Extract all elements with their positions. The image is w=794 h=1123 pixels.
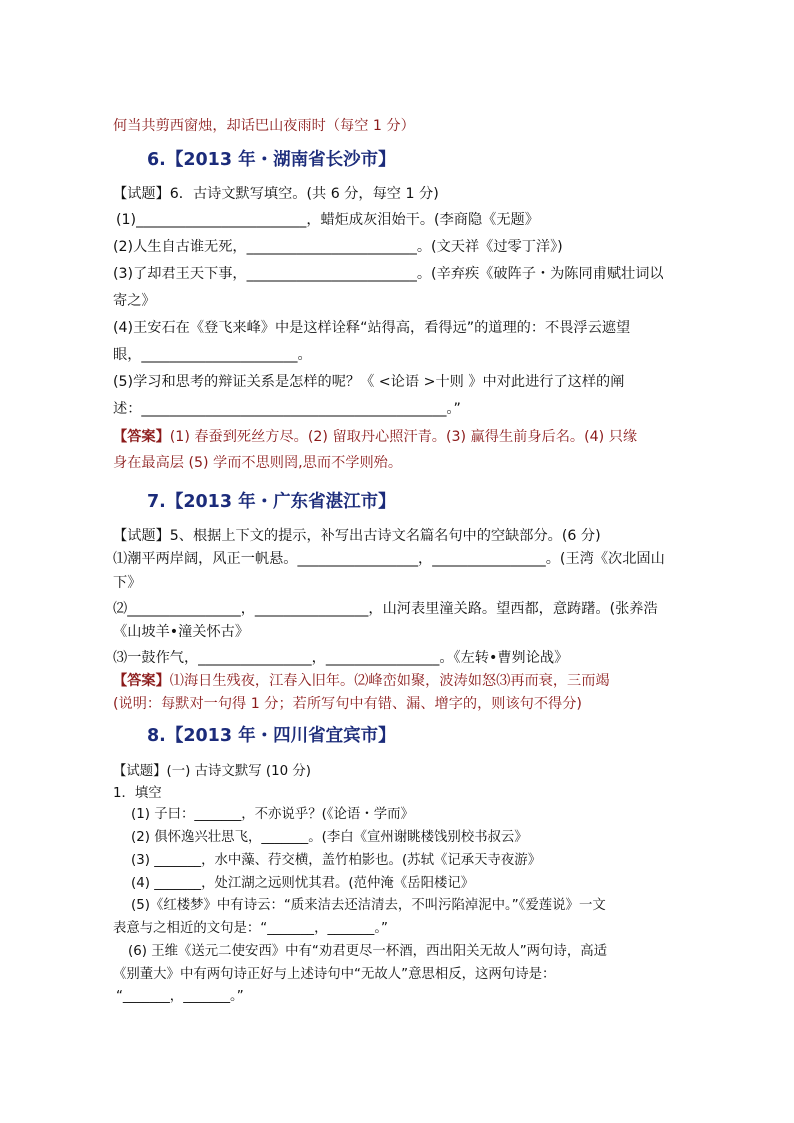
question-line: (5)学习和思考的辩证关系是怎样的呢？《 <论语 >十则 》中对此进行了这样的阐	[113, 374, 625, 390]
question-line: (5)《红楼梦》中有诗云：“质来洁去还洁清去，不叫污陷淖泥中。”《爱莲说》一文	[131, 898, 606, 913]
question-line: (1)________________________，蜡炬成灰泪始干。(李商隐《无题》	[116, 212, 539, 228]
question-line: 述：___________________________________________。”	[113, 401, 461, 417]
question-line: “_______，_______。”	[116, 989, 244, 1004]
question-line: (2) 俱怀逸兴壮思飞，_______。(李白《宣州谢眺楼饯别校书叔云》	[131, 830, 528, 845]
question-line: (3) _______，水中藻、荇交横，盖竹柏影也。(苏轼《记承天寺夜游》	[131, 853, 542, 868]
question-line: 【试题】5、根据上下文的提示，补写出古诗文名篇名句中的空缺部分。(6 分)	[113, 528, 601, 544]
question-line: (4)王安石在《登飞来峰》中是这样诠释“站得高，看得远”的道理的：不畏浮云遮望	[113, 320, 631, 336]
question-line: (6) 王维《送元二使安西》中有“劝君更尽一杯酒，西出阳关无故人”两句诗，高适	[128, 944, 607, 959]
question-line: 表意与之相近的文句是：“_______，_______。”	[113, 921, 388, 936]
question-line: ⑵________________，________________，山河表里潼关路。望西都，意踌躇。(张养浩	[113, 601, 658, 617]
question-line: (4) _______，处江湖之远则忧其君。(范仲淹《岳阳楼记》	[131, 876, 475, 891]
question-line: ⑶一鼓作气，________________，________________。《左转•曹刿论战》	[113, 650, 569, 666]
previous-answer: 何当共剪西窗烛，却话巴山夜雨时（每空 1 分）	[113, 118, 415, 134]
section-heading-6: 6.【2013 年・湖南省长沙市】	[147, 150, 396, 170]
answer-text: ⑴海日生残夜，江春入旧年。⑵峰峦如聚，波涛如怒⑶再而衰，三而竭	[169, 673, 610, 689]
answer-line: 身在最高层 (5) 学而不思则罔,思而不学则殆。	[113, 455, 403, 471]
question-line: 下》	[113, 575, 142, 591]
question-line: (2)人生自古谁无死，________________________。(文天祥《过零丁洋》)	[113, 239, 563, 255]
question-line: ⑴潮平两岸阔，风正一帆悬。_________________，________________。(王湾《次北固山	[113, 551, 665, 567]
section-heading-8: 8.【2013 年・四川省宜宾市】	[147, 726, 396, 746]
question-line: 【试题】(一) 古诗文默写 (10 分)	[113, 764, 312, 779]
question-line: 《山坡羊•潼关怀古》	[113, 624, 250, 640]
question-line: 眼，______________________。	[113, 347, 312, 363]
question-line: (3)了却君王天下事，________________________。(辛弃疾《破阵子・为陈同甫赋壮词以	[113, 266, 664, 282]
answer-label: 【答案】	[113, 429, 170, 445]
answer-line	[113, 427, 637, 447]
answer-label: 【答案】	[113, 673, 170, 689]
question-line: 1．填空	[113, 786, 162, 801]
question-line: 《别董大》中有两句诗正好与上述诗句中“无故人”意思相反，这两句诗是：	[113, 967, 556, 982]
question-line: (1) 子曰：_______，不亦说乎？(《论语・学而》	[131, 807, 414, 822]
question-line: 寄之》	[113, 293, 156, 309]
answer-line: (说明：每默对一句得 1 分；若所写句中有错、漏、增字的，则该句不得分)	[113, 696, 582, 712]
section-heading-7: 7.【2013 年・广东省湛江市】	[147, 492, 396, 512]
answer-line	[113, 671, 610, 691]
answer-text: (1) 春蚕到死丝方尽。(2) 留取丹心照汗青。(3) 赢得生前身后名。(4) 只缘	[169, 429, 638, 445]
question-line: 【试题】6．古诗文默写填空。(共 6 分，每空 1 分)	[113, 186, 439, 202]
